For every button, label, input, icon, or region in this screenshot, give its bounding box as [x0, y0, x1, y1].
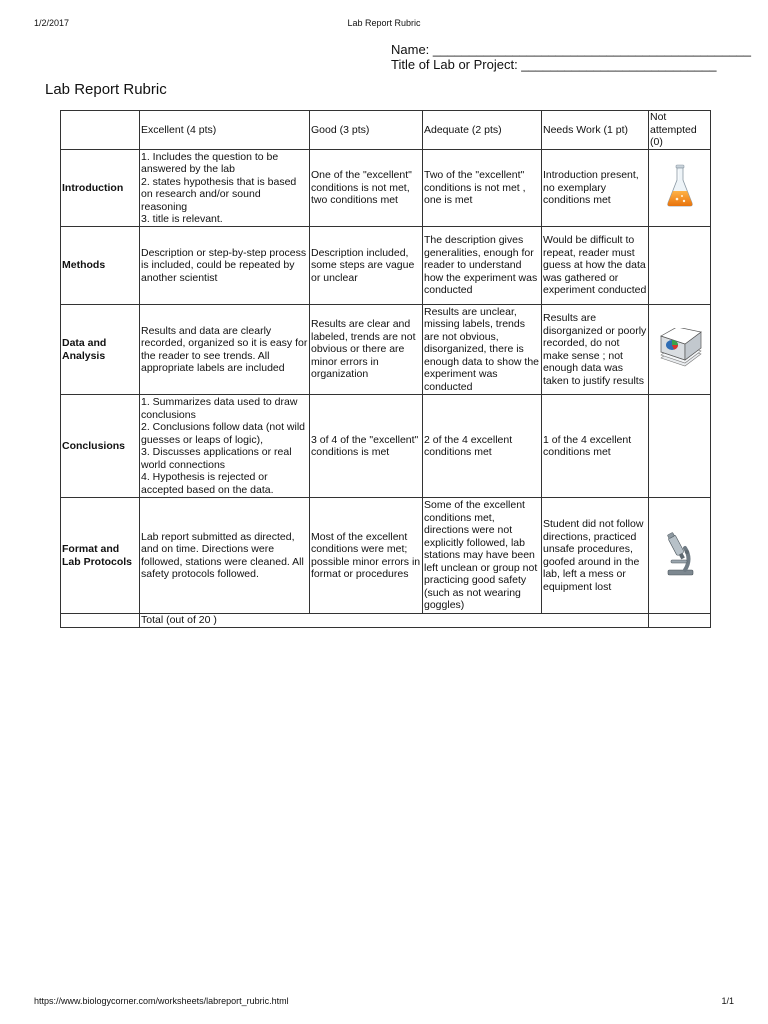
microscope-icon: [663, 531, 697, 577]
cell-not-attempted: [649, 150, 711, 227]
footer-page-number: 1/1: [721, 996, 734, 1006]
cell-adequate: Some of the excellent conditions met, directions were not explicitly followed, lab stations may have been left unclean or group not practicing good safety (such as not wearing goggles): [423, 498, 542, 614]
cell-not-attempted: [649, 498, 711, 614]
student-info-block: [391, 42, 751, 72]
cell-adequate: Results are unclear, missing labels, trends are not obvious, disorganized, there is enough data to show the experiment was conducted: [423, 305, 542, 395]
cell-needs-work: Would be difficult to repeat, reader must guess at how the data was gathered or experiment conducted: [542, 227, 649, 305]
cell-good: Results are clear and labeled, trends are not obvious or there are minor errors in organization: [310, 305, 423, 395]
cell-adequate: The description gives generalities, enough for reader to understand how the experiment was conducted: [423, 227, 542, 305]
print-header-title: Lab Report Rubric: [347, 18, 421, 28]
table-row: [61, 227, 711, 305]
total-label: Total (out of 20 ): [140, 614, 649, 628]
cell-adequate: 2 of the 4 excellent conditions met: [423, 395, 542, 498]
print-date: 1/2/2017: [34, 18, 70, 28]
row-label-conclusions: Conclusions: [61, 395, 140, 498]
header-good: Good (3 pts): [310, 111, 423, 150]
header-excellent: Excellent (4 pts): [140, 111, 310, 150]
cell-good: 3 of 4 of the "excellent" conditions is met: [310, 395, 423, 498]
cell-excellent: Results and data are clearly recorded, organized so it is easy for the reader to see trends. All appropriate labels are included: [140, 305, 310, 395]
cell-not-attempted: [649, 227, 711, 305]
cell-needs-work: 1 of the 4 excellent conditions met: [542, 395, 649, 498]
row-label-format-protocols: Format and Lab Protocols: [61, 498, 140, 614]
header-adequate: Adequate (2 pts): [423, 111, 542, 150]
total-row: [61, 614, 711, 628]
cell-excellent: Description or step-by-step process is included, could be repeated by another scientist: [140, 227, 310, 305]
row-label-methods: Methods: [61, 227, 140, 305]
header-cell-blank: [61, 111, 140, 150]
flask-icon: [665, 163, 695, 209]
table-row: [61, 395, 711, 498]
rubric-table: [60, 110, 711, 628]
total-label-blank: [61, 614, 140, 628]
report-chart-icon: [657, 328, 703, 368]
cell-adequate: Two of the "excellent" conditions is not met , one is met: [423, 150, 542, 227]
cell-excellent: 1. Summarizes data used to draw conclusions 2. Conclusions follow data (not wild guesses or leaps of logic), 3. Discusses applications or real world connections 4. Hypothesis is rejected or accepted based on the data.: [140, 395, 310, 498]
cell-excellent: Lab report submitted as directed, and on time. Directions were followed, stations were cleaned. All safety protocols followed.: [140, 498, 310, 614]
header-row: [61, 111, 711, 150]
table-row: [61, 498, 711, 614]
row-label-data-analysis: Data and Analysis: [61, 305, 140, 395]
page-title: Lab Report Rubric: [45, 81, 167, 98]
row-label-introduction: Introduction: [61, 150, 140, 227]
footer-url: https://www.biologycorner.com/worksheets/labreport_rubric.html: [34, 996, 289, 1006]
title-line: Title of Lab or Project: ___________________________: [391, 57, 717, 72]
cell-needs-work: Introduction present, no exemplary conditions met: [542, 150, 649, 227]
total-score-cell: [649, 614, 711, 628]
table-row: [61, 150, 711, 227]
header-not-attempted: Not attempted (0): [649, 111, 711, 150]
cell-needs-work: Student did not follow directions, practiced unsafe procedures, goofed around in the lab, left a mess or equipment lost: [542, 498, 649, 614]
cell-excellent: 1. Includes the question to be answered by the lab 2. states hypothesis that is based on research and/or sound reasoning 3. title is relevant.: [140, 150, 310, 227]
cell-good: One of the "excellent" conditions is not met, two conditions met: [310, 150, 423, 227]
cell-needs-work: Results are disorganized or poorly recorded, do not make sense ; not enough data was taken to justify results: [542, 305, 649, 395]
cell-good: Description included, some steps are vague or unclear: [310, 227, 423, 305]
header-needs-work: Needs Work (1 pt): [542, 111, 649, 150]
cell-not-attempted: [649, 305, 711, 395]
cell-not-attempted: [649, 395, 711, 498]
table-row: [61, 305, 711, 395]
cell-good: Most of the excellent conditions were met; possible minor errors in format or procedures: [310, 498, 423, 614]
name-line: Name: ____________________________________________: [391, 42, 752, 57]
